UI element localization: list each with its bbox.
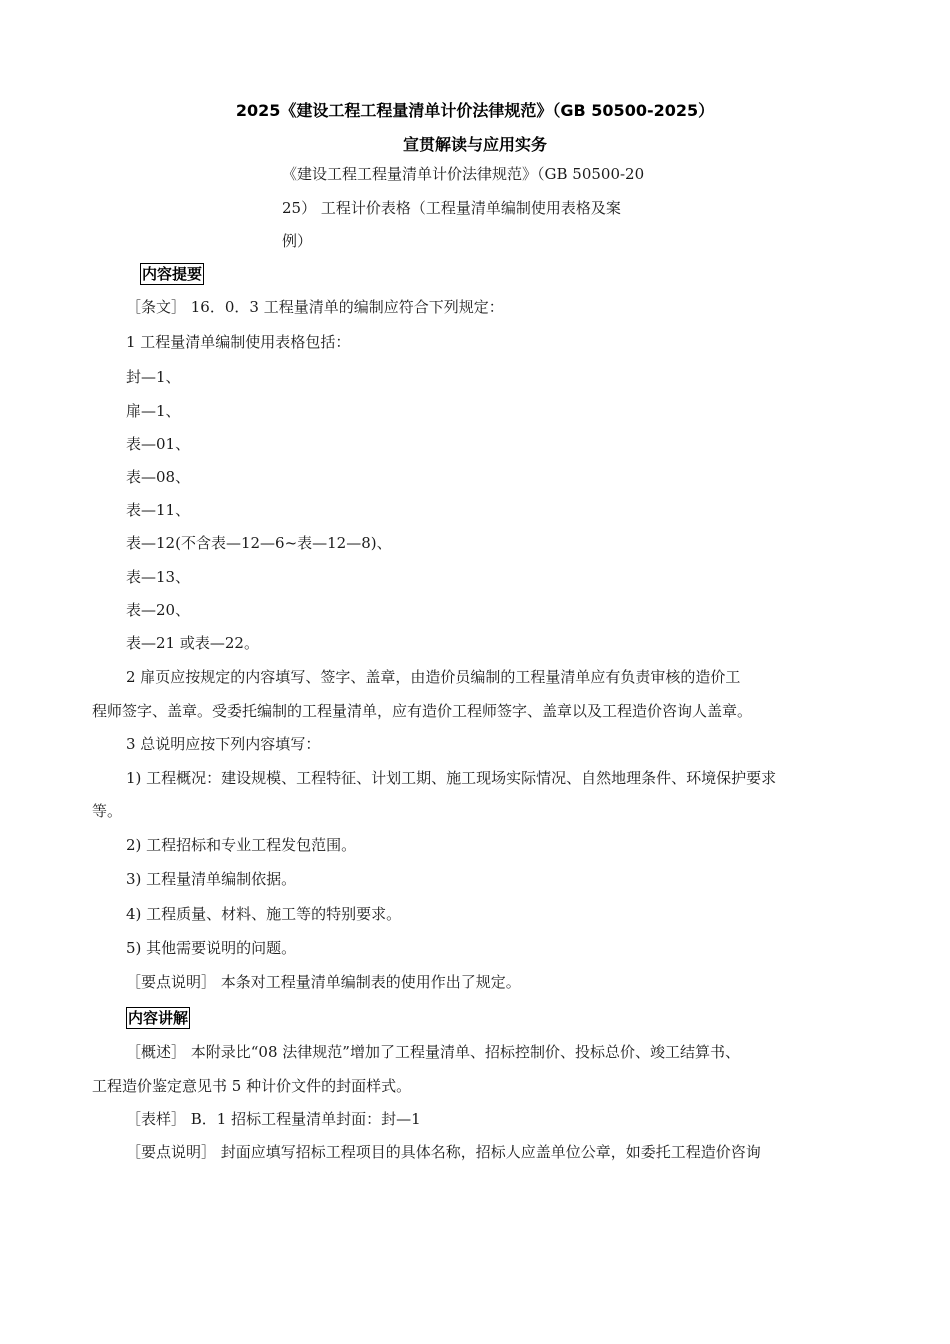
sub-item-3: 3) 工程量清单编制依据。 (126, 870, 297, 888)
section-heading-summary: 内容提要 (142, 265, 203, 283)
subtitle-line3: 例） (282, 232, 313, 250)
sub-item-4: 4) 工程质量、材料、施工等的特别要求。 (126, 905, 402, 923)
subtitle-line1: 《建设工程工程量清单计价法律规范》（GB 50500-20 (282, 165, 645, 183)
overview-line2: 工程造价鉴定意见书 5 种计价文件的封面样式。 (92, 1077, 412, 1095)
form-item: 表—13、 (126, 568, 191, 586)
form-item: 表—01、 (126, 435, 191, 453)
form-item: 封—1、 (126, 368, 181, 386)
item-3: 3 总说明应按下列内容填写： (126, 735, 321, 753)
form-item: 表—20、 (126, 601, 191, 619)
keypoint-text: ［要点说明］ 本条对工程量清单编制表的使用作出了规定。 (126, 973, 521, 991)
section-heading-explanation: 内容讲解 (128, 1009, 189, 1027)
doc-title-line2: 宣贯解读与应用实务 (402, 135, 547, 154)
sample-text: ［表样］ B．1 招标工程量清单封面：封—1 (126, 1110, 421, 1128)
item-1: 1 工程量清单编制使用表格包括： (126, 333, 351, 351)
sub-item-1-line2: 等。 (92, 802, 123, 820)
sub-item-1-line1: 1) 工程概况：建设规模、工程特征、计划工期、施工现场实际情况、自然地理条件、环境保护要求 (126, 769, 777, 787)
form-item: 表—08、 (126, 468, 191, 486)
form-item: 表—12(不含表—12—6~表—12—8)、 (126, 534, 392, 552)
keypoint-text-2: ［要点说明］ 封面应填写招标工程项目的具体名称，招标人应盖单位公章，如委托工程造价咨询 (126, 1143, 761, 1161)
item-2-line2: 程师签字、盖章。受委托编制的工程量清单，应有造价工程师签字、盖章以及工程造价咨询人盖章。 (92, 702, 753, 720)
item-2-line1: 2 扉页应按规定的内容填写、签字、盖章，由造价员编制的工程量清单应有负责审核的造价工 (126, 668, 741, 686)
clause-text: ［条文］ 16．0．3 工程量清单的编制应符合下列规定： (126, 298, 504, 316)
sub-item-5: 5) 其他需要说明的问题。 (126, 939, 297, 957)
overview-line1: ［概述］ 本附录比“08 法律规范”增加了工程量清单、招标控制价、投标总价、竣工结算书、 (126, 1043, 740, 1061)
form-item: 扉—1、 (126, 402, 181, 420)
doc-title-line1: 2025《建设工程工程量清单计价法律规范》（GB 50500-2025） (235, 101, 715, 120)
form-item: 表—11、 (126, 501, 191, 519)
form-item: 表—21 或表—22。 (126, 634, 259, 652)
subtitle-line2: 25） 工程计价表格（工程量清单编制使用表格及案 (282, 199, 621, 217)
sub-item-2: 2) 工程招标和专业工程发包范围。 (126, 836, 357, 854)
